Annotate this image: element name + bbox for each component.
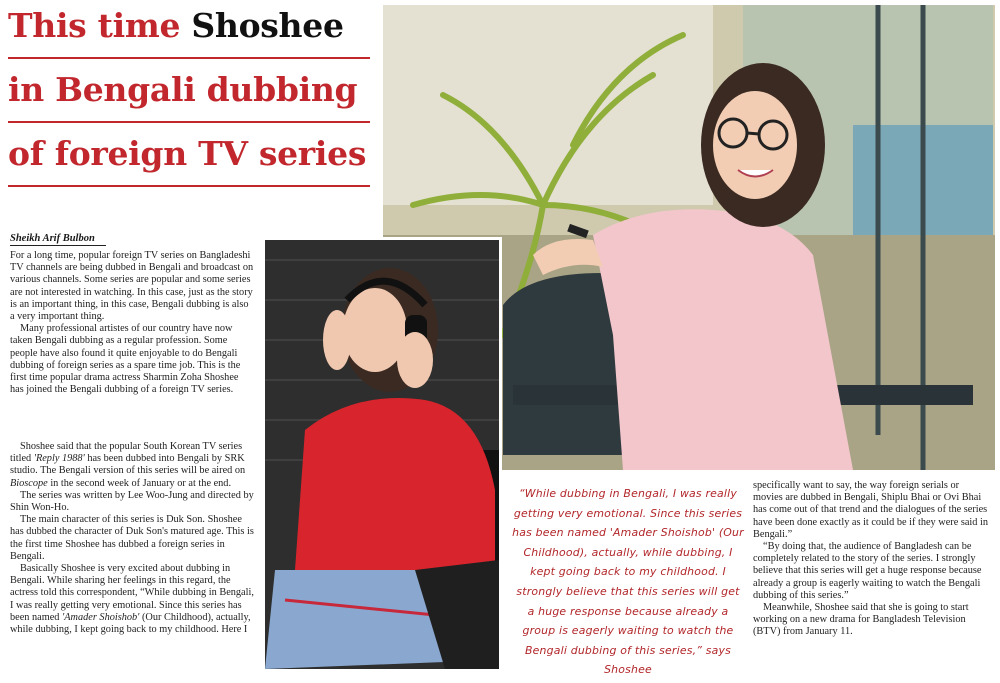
article-paragraph: specifically want to say, the way foreign serials or movies are dubbed in Bengali, Shiplu Bhai or Ovi Bhai has come out of that trend and the dialogues of the series have been done exactly as it could be if they were said in Bengali.” [753,480,989,540]
byline: Sheikh Arif Bulbon [10,233,106,246]
inset-photo [262,237,502,672]
channel-name: Bioscope [10,477,48,489]
article-paragraph: “By doing that, the audience of Bangladesh can be completely related to the story of the series. I strongly believe that this series will get a huge response because already a group is eagerly waiting to watch the Bengali dubbing of this series.” [753,541,982,601]
headline-rule [8,57,370,59]
headline-line-2: in Bengali dubbing [8,70,358,109]
article-paragraph: Many professional artistes of our country have now taken Bengali dubbing as a regular profession. Some people have also found it quite enjoyable to do Bengali dubbing of foreign series as a spare time job. This is the first time popular drama actress Sharmin Zoha Shoshee has joined the Bengali dubbing of a foreign TV series. [10,323,241,396]
headline-line-1-red: This time [8,6,192,45]
article-paragraph: Shoshee said that the popular South Korean TV series titled 'Reply 1988' has been dubbed into Bengali by SRK studio. The Bengali version of this series will be aired on Bioscope in the second week of January or at the end. [10,441,246,489]
article-paragraph: For a long time, popular foreign TV series on Bangladeshi TV channels are being dubbed in Bengali and broadcast on various channels. Some series are popular and some series are not interested in watching. In this case, just as the story is an important thing, in this case, Bengali dubbing is also a very important thing. [10,250,254,323]
article-paragraph: Meanwhile, Shoshee said that she is going to start working on a new drama for Bangladesh Television (BTV) from January 11. [753,602,969,638]
pull-quote: “While dubbing in Bengali, I was really getting very emotional. Since this series has been named 'Amader Shoishob' (Our Childhood), actually, while dubbing, I kept going back to my childhood. I strongly believe that this series will get a huge response because already a group is eagerly waiting to watch the Bengali dubbing of this series,” says Shoshee [512,487,744,677]
headline-line-3: of foreign TV series [8,134,367,173]
inset-photo-illustration [265,240,499,669]
headline-rule [8,185,370,187]
series-bengali-title: 'Amader Shoishob' [62,611,140,623]
article-paragraph: The series was written by Lee Woo-Jung and directed by Shin Won-Ho. [10,489,254,514]
article-column-3 [753,480,991,639]
headline-rule [8,121,370,123]
article-column-1-continued [10,441,254,636]
headline-line-1 [8,4,370,48]
series-title: 'Reply 1988' [33,453,85,465]
headline [8,4,370,196]
article-column-1 [10,250,254,396]
article-paragraph: The main character of this series is Duk Son. Shoshee has dubbed the character of Duk Son's matured age. This is the first time Shoshee has dubbed a foreign series in Bengali. [10,514,254,562]
article-paragraph: Basically Shoshee is very excited about dubbing in Bengali. While sharing her feelings in this regard, the actress told this correspondent, “While dubbing in Bengali, I was really getting very emotional. Since this series has been named 'Amader Shoishob' (Our Childhood), actually, while dubbing, I kept going back to my childhood. Here I [10,563,254,636]
headline-line-1-name: Shoshee [191,6,344,45]
